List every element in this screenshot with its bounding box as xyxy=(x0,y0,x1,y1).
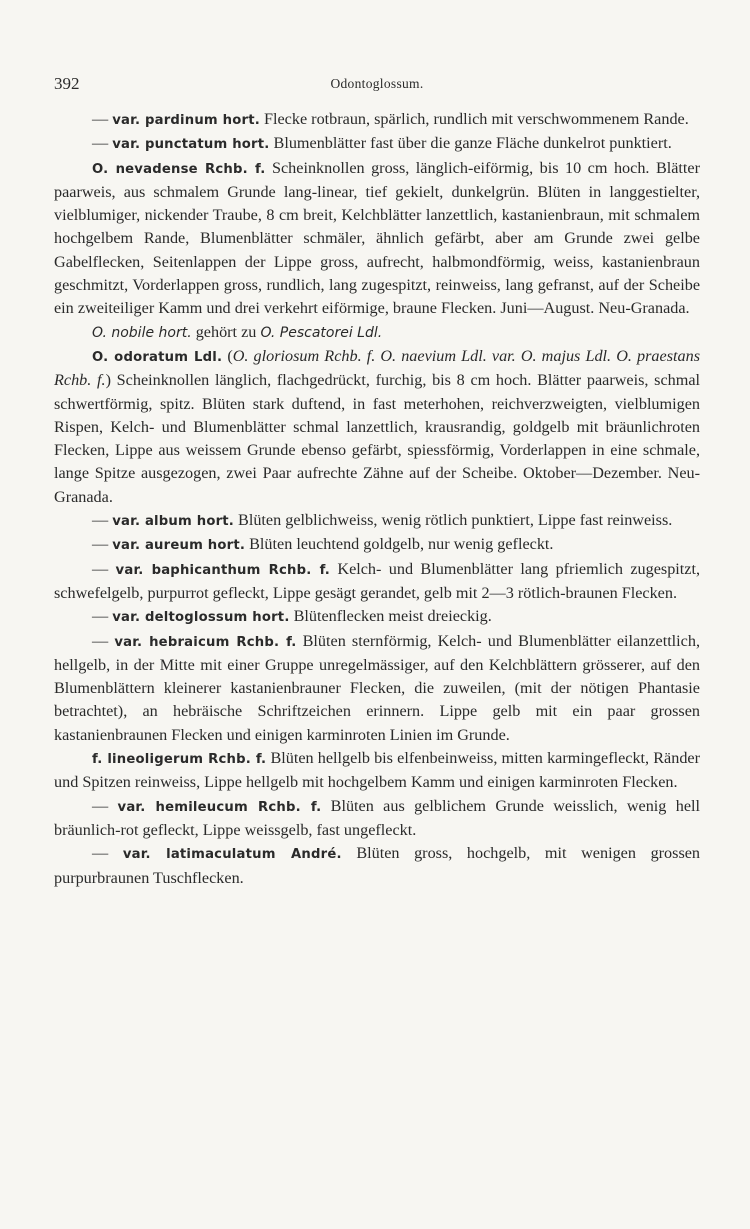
entry-description: Scheinknollen gross, länglich-eiförmig, bis 10 cm hoch. Blätter paarweis, aus schmalem Grunde lang-linear, tief gekielt, dunkelgrün. Blüten in langgestielter, vielblumiger, nickender Traube, 8 cm breit, Kelchblätter lanzettlich, kastanienbraun, mit schmalem hochgelbem Rande, Blumenblätter schmäler, ähnlich gefärbt, aber am Grunde zwei gelbe Gabelflecken, Seitenlappen der Lippe gross, aufrecht, halbmondförmig, weiss, kastanienbraun geschmitzt, Vorderlappen gross, rundlich, lang zugespitzt, reinweiss, lang gefranst, auf der Scheibe ein zweiteiliger Kamm und drei verkehrt eiförmige, braune Flecken. Juni—August. Neu-Granada. xyxy=(54,158,701,318)
entry-var-baphicanthum xyxy=(54,558,700,606)
entry-dash: — xyxy=(92,134,109,153)
taxon-name: var. hemileucum Rchb. f. xyxy=(117,799,322,815)
entry-description: Blüten aus gelblichem Grunde weisslich, wenig hell bräunlich-rot gefleckt, Lippe weissgelb, fast ungefleckt. xyxy=(54,796,701,839)
entry-var-hebraicum xyxy=(54,630,700,747)
taxon-name: var. pardinum hort. xyxy=(112,113,260,128)
entry-o-odoratum xyxy=(54,345,700,509)
synonym-close-paren: ) xyxy=(105,371,111,390)
taxon-name: O. odoratum Ldl. xyxy=(92,349,223,365)
taxon-name: var. baphicanthum Rchb. f. xyxy=(115,562,331,578)
entry-description: Scheinknollen länglich, flachgedrückt, furchig, bis 8 cm hoch. Blätter paarweis, schmal schwertförmig, spitz. Blüten stark duftend, in fast meterhohen, reichverzweigten, vielblumigen Rispen, Kelch- und Blumenblätter schmal lanzettlich, krausrandig, goldgelb mit bräunlichroten Flecken, Lippe aus weissem Grunde ebenso gefärbt, spiessförmig, Vorderlappen in eine schmale, lange Spitze ausgezogen, zwei Paar aufrechte Zähne auf der Scheibe. Oktober—Dezember. Neu-Granada. xyxy=(54,371,701,506)
entry-description: Blütenflecken meist dreieckig. xyxy=(293,607,492,626)
entry-description: Blüten gross, hochgelb, mit wenigen grossen purpurbraunen Tuschflecken. xyxy=(54,844,701,887)
entry-var-aureum xyxy=(54,533,700,557)
entry-dash: — xyxy=(92,559,109,578)
entry-var-deltoglossum xyxy=(54,605,700,629)
synonyms-italic: O. gloriosum Rchb. f. O. naevium Ldl. var. O. majus Ldl. O. praestans Rchb. f. xyxy=(54,346,700,390)
entry-description: Blüten gelblichweiss, wenig rötlich punktiert, Lippe fast reinweiss. xyxy=(238,511,673,530)
taxon-name: var. aureum hort. xyxy=(112,538,246,554)
entry-description: Blüten sternförmig, Kelch- und Blumenblätter eilanzettlich, hellgelb, in der Mitte mit einer Gruppe unregelmässiger, auf den Kelchblättern grösserer, auf den Blumenblättern kleinerer kastanienbrauner Flecken, die zuweilen, (mit der nötigen Phantasie betrachtet), an hebräische Schriftzeichen erinnern. Lippe gelb mit ein paar grossen kastanienbraunen Flecken und einigen karminroten Linien im Grunde. xyxy=(54,631,701,744)
entry-o-nobile xyxy=(54,321,700,345)
entry-description: Blüten leuchtend goldgelb, nur wenig gefleckt. xyxy=(249,535,554,554)
page-number: 392 xyxy=(54,74,80,93)
entry-o-nevadense xyxy=(54,157,700,321)
entry-f-lineoligerum xyxy=(54,747,700,795)
entry-dash: — xyxy=(92,535,109,554)
entry-description: Blüten hellgelb bis elfenbeinweiss, mitten karmingefleckt, Ränder und Spitzen reinweiss, Lippe hellgelb mit hochgelbem Kamm und einigen karminroten Flecken. xyxy=(54,749,700,792)
entry-description: Kelch- und Blumenblätter lang pfriemlich zugespitzt, schwefelgelb, purpurrot gefleckt, Lippe gesägt gerandet, gelb mit 2—3 rötlich-braunen Flecken. xyxy=(54,559,701,602)
entry-dash: — xyxy=(92,631,109,650)
text-body xyxy=(54,108,700,890)
entry-dash: — xyxy=(92,844,109,863)
entry-description: Flecke rotbraun, spärlich, rundlich mit verschwommenem Rande. xyxy=(263,110,689,128)
taxon-name: var. album hort. xyxy=(112,514,234,530)
synonym-open-paren: ( xyxy=(227,346,233,365)
taxon-name: var. punctatum hort. xyxy=(112,137,270,153)
entry-dash: — xyxy=(92,110,109,128)
taxon-name: f. lineoligerum Rchb. f. xyxy=(92,752,267,768)
entry-description: Blumenblätter fast über die ganze Fläche dunkelrot punktiert. xyxy=(273,134,672,153)
entry-description: gehört zu xyxy=(195,322,257,341)
taxon-name: var. latimaculatum André. xyxy=(122,847,342,863)
page-header xyxy=(54,74,700,98)
taxon-name: var. hebraicum Rchb. f. xyxy=(114,634,297,650)
taxon-reference-italic: O. Pescatorei Ldl. xyxy=(260,324,383,341)
entry-dash: — xyxy=(92,607,109,626)
taxon-name-italic: O. nobile hort. xyxy=(92,324,192,341)
entry-var-punctatum xyxy=(54,132,700,156)
entry-var-pardinum xyxy=(54,108,700,132)
entry-var-latimaculatum xyxy=(54,842,700,890)
taxon-name: var. deltoglossum hort. xyxy=(112,610,290,626)
entry-dash: — xyxy=(92,796,109,815)
entry-var-hemileucum xyxy=(54,795,700,843)
entry-dash: — xyxy=(92,511,109,530)
entry-var-album xyxy=(54,509,700,533)
running-title: Odontoglossum. xyxy=(330,76,424,91)
taxon-name: O. nevadense Rchb. f. xyxy=(92,161,266,177)
